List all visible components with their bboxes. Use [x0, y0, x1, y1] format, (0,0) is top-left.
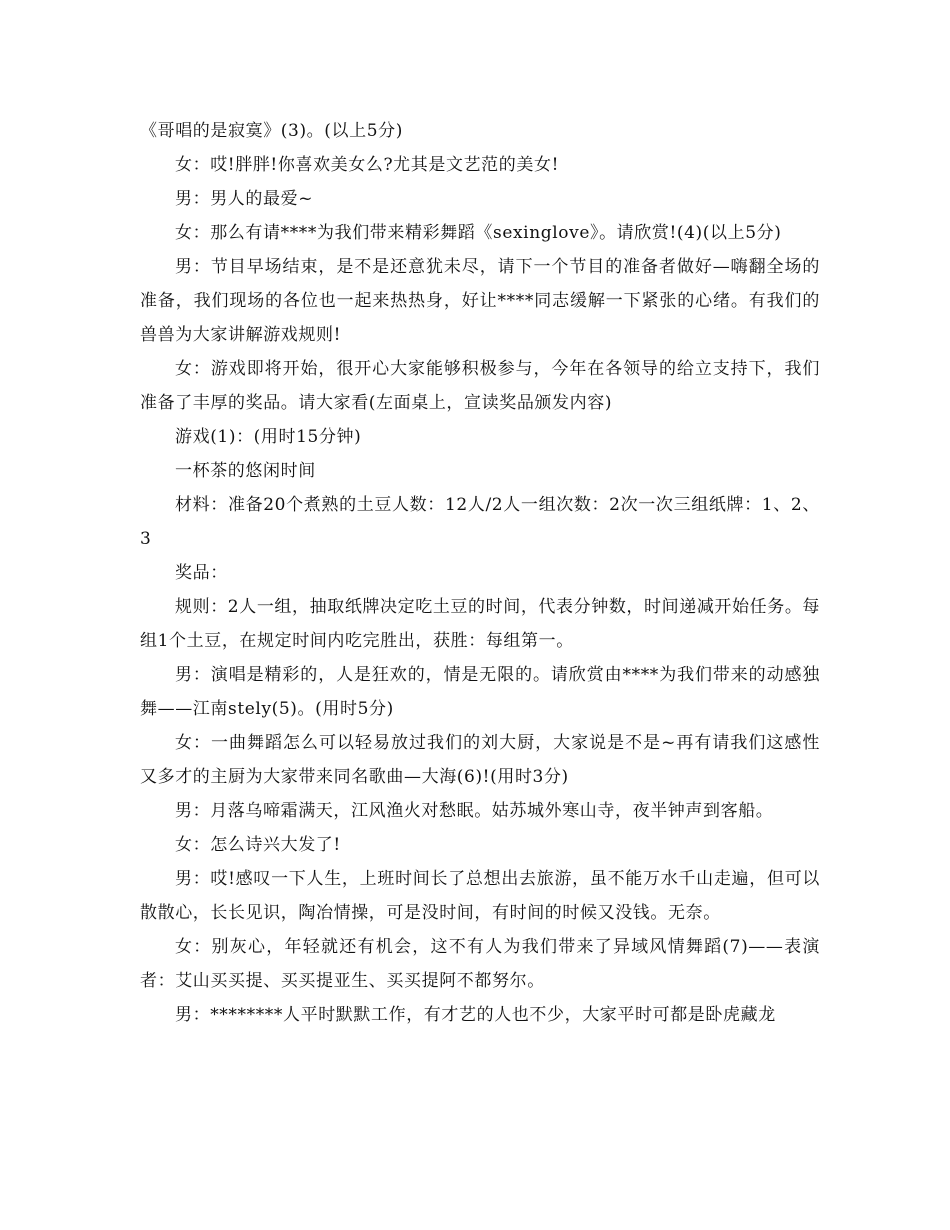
paragraph: 女：怎么诗兴大发了! — [175, 835, 341, 855]
paragraph: 男：男人的最爱~ — [175, 189, 314, 209]
paragraph: 游戏(1)：(用时15分钟) — [175, 427, 362, 447]
paragraph: 女：别灰心，年轻就还有机会，这不有人为我们带来了异域风情舞蹈(7)——表演者：艾山买买提、买买提亚生、买买提阿不都努尔。 — [140, 937, 820, 991]
paragraph: 规则：2人一组，抽取纸牌决定吃土豆的时间，代表分钟数，时间递减开始任务。每组1个土豆，在规定时间内吃完胜出，获胜：每组第一。 — [140, 597, 821, 651]
paragraph: 女：一曲舞蹈怎么可以轻易放过我们的刘大厨，大家说是不是~再有请我们这感性又多才的主厨为大家带来同名歌曲—大海(6)!(用时3分) — [140, 733, 820, 787]
paragraph: 一杯茶的悠闲时间 — [175, 461, 316, 481]
paragraph: 女：游戏即将开始，很开心大家能够积极参与，今年在各领导的给立支持下，我们准备了丰厚的奖品。请大家看(左面桌上，宣读奖品颁发内容) — [140, 359, 820, 413]
paragraph: 男：月落乌啼霜满天，江风渔火对愁眠。姑苏城外寒山寺，夜半钟声到客船。 — [175, 801, 774, 821]
paragraph: 奖品： — [175, 563, 228, 583]
paragraph: 男：演唱是精彩的，人是狂欢的，情是无限的。请欣赏由****为我们带来的动感独舞——江南stely(5)。(用时5分) — [140, 665, 820, 719]
paragraph: 男：哎!感叹一下人生，上班时间长了总想出去旅游，虽不能万水千山走遍，但可以散散心，长长见识，陶冶情操，可是没时间，有时间的时候又没钱。无奈。 — [140, 869, 820, 923]
paragraph: 男：节目早场结束，是不是还意犹未尽，请下一个节目的准备者做好—嗨翻全场的准备，我们现场的各位也一起来热热身，好让****同志缓解一下紧张的心绪。有我们的兽兽为大家讲解游戏规则! — [140, 257, 820, 345]
paragraph: 材料：准备20个煮熟的土豆人数：12人/2人一组次数：2次一次三组纸牌：1、2、3 — [140, 495, 820, 549]
paragraph: 女：哎!胖胖!你喜欢美女么?尤其是文艺范的美女! — [175, 155, 560, 175]
paragraph: 男：********人平时默默工作，有才艺的人也不少，大家平时可都是卧虎藏龙 — [175, 1005, 776, 1025]
paragraph: 《哥唱的是寂寞》(3)。(以上5分) — [140, 121, 403, 141]
paragraph: 女：那么有请****为我们带来精彩舞蹈《sexinglove》。请欣赏!(4)(以上5分) — [175, 223, 782, 243]
document-body — [140, 114, 820, 1032]
